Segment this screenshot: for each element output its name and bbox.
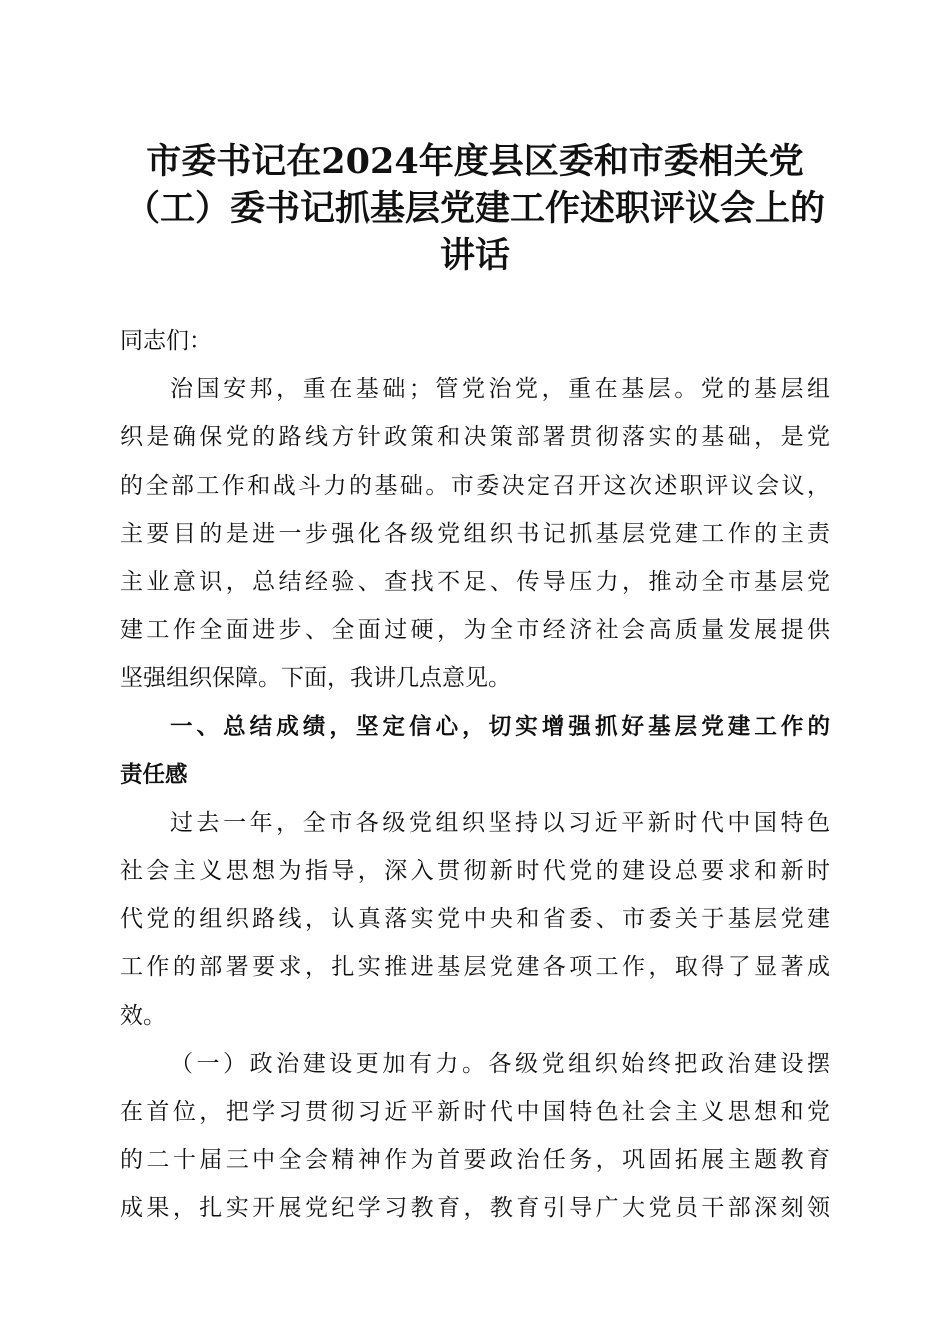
paragraph-line: 代党的组织路线，认真落实党中央和省委、市委关于基层党建 — [120, 906, 830, 933]
paragraph-line: 效。 — [120, 1002, 166, 1029]
title-line-1: 市委书记在2024年度县区委和市委相关党 — [146, 141, 804, 182]
paragraph-intro — [120, 365, 830, 702]
paragraph-line: 的全部工作和战斗力的基础。市委决定召开这次述职评议会议， — [120, 472, 830, 499]
paragraph-line: 社会主义思想为指导，深入贯彻新时代党的建设总要求和新时 — [120, 858, 830, 885]
heading-line: 一、总结成绩，坚定信心，切实增强抓好基层党建工作的 — [170, 713, 830, 740]
paragraph-line: （一）政治建设更加有力。各级党组织始终把政治建设摆 — [170, 1050, 830, 1077]
paragraph-line: 主要目的是进一步强化各级党组织书记抓基层党建工作的主责 — [120, 520, 830, 547]
title-line-2: （工）委书记抓基层党建工作述职评议会上的 — [124, 188, 825, 229]
heading-line: 责任感 — [120, 761, 188, 788]
title-line-3: 讲话 — [439, 235, 510, 276]
document-body — [120, 317, 830, 1233]
paragraph-line: 过去一年，全市各级党组织坚持以习近平新时代中国特色 — [170, 809, 830, 836]
paragraph-line: 治国安邦，重在基础；管党治党，重在基层。党的基层组 — [170, 376, 830, 403]
paragraph-line: 建工作全面进步、全面过硬，为全市经济社会高质量发展提供 — [120, 617, 830, 644]
paragraph-line: 工作的部署要求，扎实推进基层党建各项工作，取得了显著成 — [120, 954, 830, 981]
paragraph-line: 在首位，把学习贯彻习近平新时代中国特色社会主义思想和党 — [120, 1099, 830, 1125]
paragraph-line: 坚强组织保障。下面，我讲几点意见。 — [120, 665, 511, 692]
salutation: 同志们： — [120, 328, 212, 354]
paragraph-political-building — [120, 1040, 830, 1233]
paragraph-line: 成果，扎实开展党纪学习教育，教育引导广大党员干部深刻领 — [120, 1195, 830, 1222]
section-heading-1 — [120, 703, 830, 799]
paragraph-line: 主业意识，总结经验、查找不足、传导压力，推动全市基层党 — [120, 568, 830, 595]
paragraph-line: 织是确保党的路线方针政策和决策部署贯彻落实的基础，是党 — [120, 424, 830, 451]
paragraph-achievements — [120, 799, 830, 1040]
paragraph-line: 的二十届三中全会精神作为首要政治任务，巩固拓展主题教育 — [120, 1147, 830, 1174]
document-title — [110, 138, 840, 279]
